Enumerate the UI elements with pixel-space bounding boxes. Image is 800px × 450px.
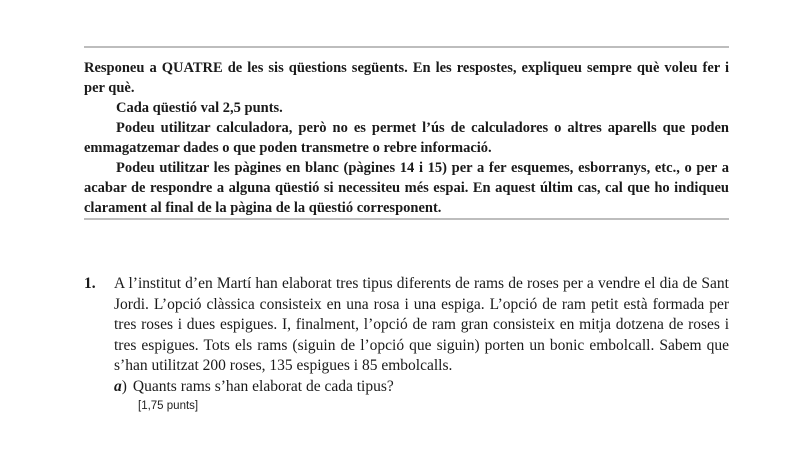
top-divider [84, 46, 729, 48]
subquestion-paren: ) [121, 377, 127, 395]
question-statement: A l’institut d’en Martí han elaborat tres tipus diferents de rams de roses per a vendre el dia de Sant Jordi. L’opció clàssica consisteix en una rosa i una espiga. L’opció de ram petit està formada per tres roses i dues espigues. I, finalment, l’opció de ram gran consisteix en mitja dotzena de roses i tres espigues. Tots els rams (siguin de l’opció que siguin) porten un bonic embolcall. Sabem que s’han utilitzat 200 roses, 135 espigues i 85 embolcalls. [114, 275, 729, 374]
subquestion-text: Quants rams s’han elaborat de cada tipus? [132, 377, 394, 395]
bottom-divider [84, 218, 729, 220]
instructions-block [84, 58, 729, 218]
instruction-paragraph-3: Podeu utilitzar calculadora, però no es permet l’ús de calculadores o altres aparells que poden emmagatzemar dades o que poden transmetre o rebre informació. [84, 120, 729, 156]
instruction-paragraph-2: Cada qüestió val 2,5 punts. [116, 100, 283, 116]
subquestion-a [114, 377, 729, 398]
subquestion-letter: a [114, 377, 122, 395]
instruction-paragraph-4: Podeu utilitzar les pàgines en blanc (pàgines 14 i 15) per a fer esquemes, esborranys, etc., o per a acabar de respondre a alguna qüestió si necessiteu més espai. En aquest últim cas, cal que ho indiqueu clarament al final de la pàgina de la qüestió corresponent. [84, 160, 729, 216]
subquestion-points: [1,75 punts] [138, 400, 199, 412]
question-number: 1. [84, 275, 96, 292]
instruction-paragraph-1: Responeu a QUATRE de les sis qüestions següents. En les respostes, expliqueu sempre què voleu fer i per què. [84, 60, 729, 96]
question-1 [84, 274, 729, 413]
